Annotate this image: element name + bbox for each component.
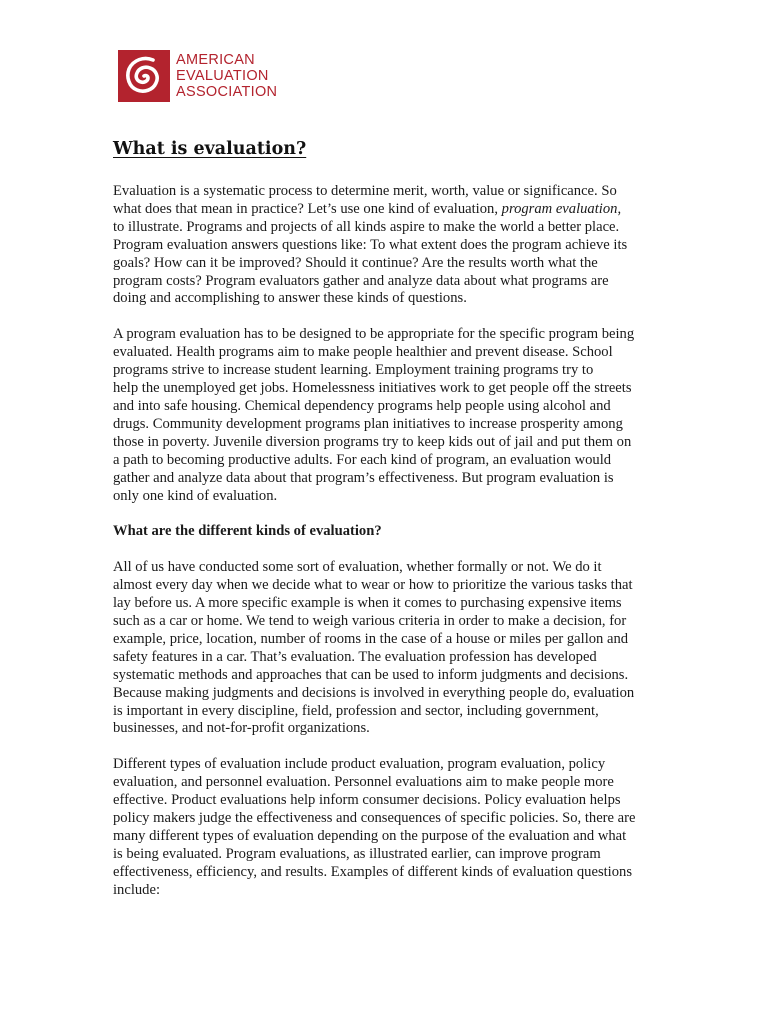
paragraph-line: to illustrate. Programs and projects of all kinds aspire to make the world a better place. [113,218,620,235]
paragraph-line: those in poverty. Juvenile diversion programs try to keep kids out of jail and put them on [113,433,632,450]
paragraph-types-of-evaluation [113,756,673,899]
paragraph-line: many different types of evaluation depending on the purpose of the evaluation and what [113,828,627,844]
paragraph-line: gather and analyze data about that program’s effectiveness. But program evaluation is [113,469,614,486]
logo-wordmark [176,52,277,100]
paragraph-program-evaluation [113,326,673,505]
paragraph-line: only one kind of evaluation. [113,487,278,504]
paragraph-line: program costs? Program evaluators gather and analyze data about what programs are [113,272,609,289]
paragraph-line: doing and accomplishing to answer these kinds of questions. [113,290,467,307]
paragraph-line: A program evaluation has to be designed to be appropriate for the specific program being [113,326,635,343]
paragraph-line: Because making judgments and decisions is involved in everything people do, evaluation [113,684,635,701]
paragraph-intro [113,183,673,308]
italic-term: program evaluation [501,200,618,217]
document-body [113,183,673,918]
paragraph-line: a path to becoming productive adults. For each kind of program, an evaluation would [113,451,612,468]
paragraph-text: , [617,200,622,217]
paragraph-text: what does that mean in practice? Let’s use one kind of evaluation, [113,200,502,217]
spiral-logo-icon [118,50,170,102]
paragraph-line: example, price, location, number of rooms in the case of a house or miles per gallon and [113,630,629,647]
paragraph-line: safety features in a car. That’s evaluation. The evaluation profession has developed [113,648,597,665]
paragraph-line: All of us have conducted some sort of evaluation, whether formally or not. We do it [113,559,602,576]
paragraph-line: policy makers judge the effectiveness and consequences of specific policies. So, there are [113,810,636,827]
paragraph-line: Different types of evaluation include product evaluation, program evaluation, policy [113,756,606,773]
page-title: What is evaluation? [113,139,307,159]
aea-logo [118,50,277,102]
paragraph-everyday-evaluation [113,559,673,738]
paragraph-line: drugs. Community development programs plan initiatives to increase prosperity among [113,415,623,432]
section-heading: What are the different kinds of evaluation? [113,523,382,540]
paragraph-line: almost every day when we decide what to wear or how to prioritize the various tasks that [113,577,633,594]
paragraph-line: include: [113,881,161,898]
paragraph-line: is important in every discipline, field, profession and sector, including government, [113,702,599,719]
paragraph-line: systematic methods and approaches that can be used to inform judgments and decisions. [113,666,629,683]
paragraph-line: evaluated. Health programs aim to make people healthier and prevent disease. School [113,344,613,361]
paragraph-line: such as a car or home. We tend to weigh various criteria in order to make a decision, for [113,613,627,630]
logo-line-3: ASSOCIATION [176,84,278,100]
paragraph-line: is being evaluated. Program evaluations, as illustrated earlier, can improve program [113,845,601,862]
paragraph-line: businesses, and not-for-profit organizations. [113,720,370,737]
paragraph-line: Evaluation is a systematic process to determine merit, worth, value or significance. So [113,183,617,199]
paragraph-line: lay before us. A more specific example is when it comes to purchasing expensive items [113,595,622,612]
logo-line-2: EVALUATION [176,68,269,84]
paragraph-line: effectiveness, efficiency, and results. Examples of different kinds of evaluation questions [113,863,633,880]
logo-line-1: AMERICAN [176,52,255,68]
paragraph-line [113,201,673,219]
paragraph-line: and into safe housing. Chemical dependency programs help people using alcohol and [113,397,611,414]
paragraph-line: goals? How can it be improved? Should it continue? Are the results worth what the [113,254,598,271]
paragraph-line: programs strive to increase student learning. Employment training programs try to [113,362,594,379]
paragraph-line: evaluation, and personnel evaluation. Personnel evaluations aim to make people more [113,774,614,791]
paragraph-line: effective. Product evaluations help inform consumer decisions. Policy evaluation helps [113,792,621,809]
paragraph-line: Program evaluation answers questions like: To what extent does the program achieve its [113,236,628,253]
paragraph-line: help the unemployed get jobs. Homelessness initiatives work to get people off the streets [113,380,632,397]
